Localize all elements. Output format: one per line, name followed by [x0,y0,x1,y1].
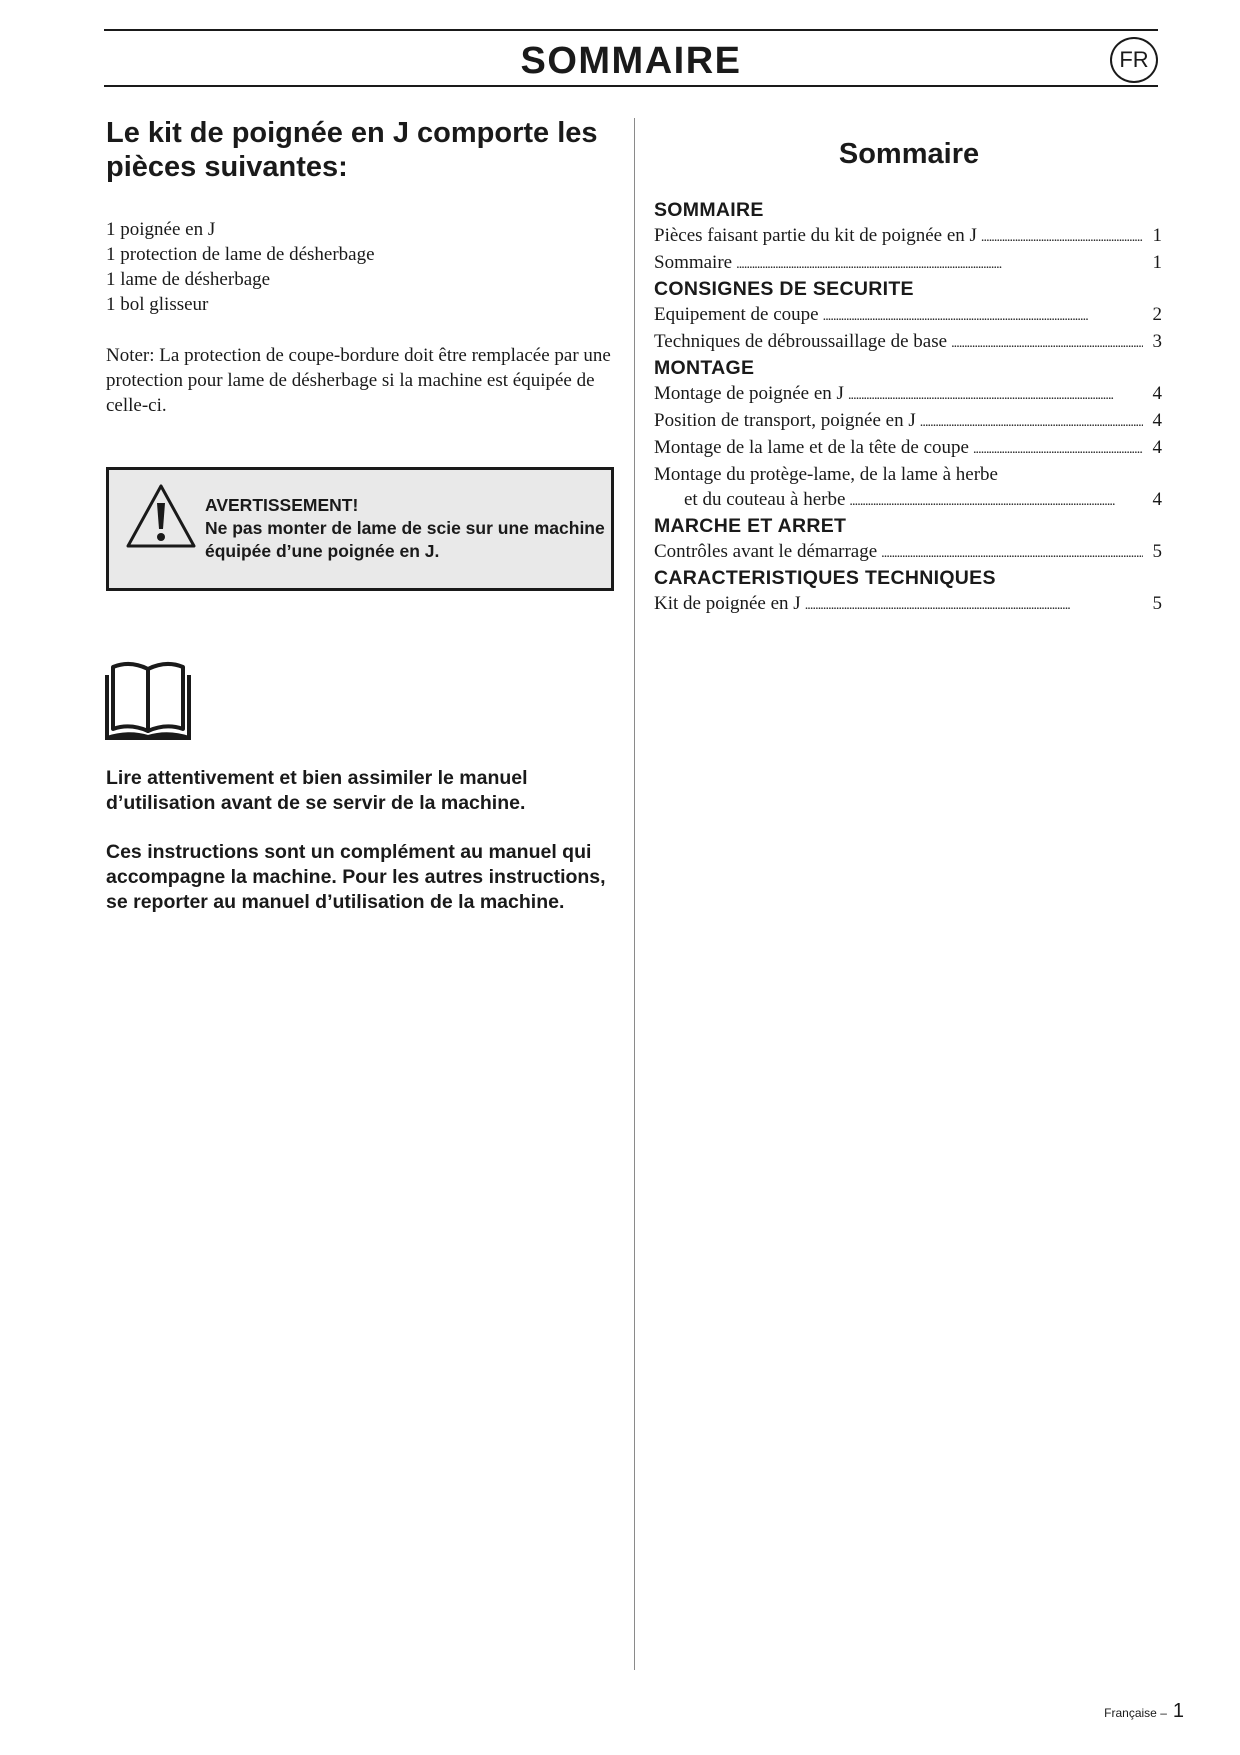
toc-page-number: 4 [1152,410,1162,431]
toc-title: Sommaire [838,138,980,170]
toc-entry-label: Contrôles avant le démarrage [654,541,878,562]
warning-box [106,467,614,591]
instruction-complement: Ces instructions sont un complément au manuel qui accompagne la machine. Pour les autres instructions, se reporter au manuel d’utilisation de la machine. [106,841,606,913]
list-item: 1 lame de désherbage [106,269,271,290]
toc-page-number: 1 [1152,225,1162,246]
page-title: SOMMAIRE [520,40,742,82]
header-rule-bottom [104,85,1158,87]
toc-entry-label[interactable]: Montage du protège-lame, de la lame à herbe [654,464,998,485]
toc-entry-label: Montage de poignée en J [654,383,844,404]
toc-entry-label: Montage de la lame et de la tête de coupe [654,437,969,458]
open-book-icon [104,657,192,741]
toc-leader [920,408,1143,435]
toc-section-heading: MARCHE ET ARRET [654,515,847,537]
toc-entry[interactable] [654,302,1162,329]
footer-language: Française – [1104,1706,1167,1720]
toc-leader [981,223,1143,250]
toc-entry[interactable] [654,223,1162,250]
toc-section-heading: MONTAGE [654,357,755,379]
toc-section-heading: CONSIGNES DE SECURITE [654,278,914,300]
toc-page-number: 2 [1152,304,1162,325]
table-of-contents [654,198,1162,618]
toc-page-number: 4 [1152,383,1162,404]
toc-entry[interactable] [654,539,1162,566]
toc-entry-continuation: et du couteau à herbe [684,489,846,510]
column-divider [634,118,635,1670]
toc-leader [823,302,1143,329]
toc-entry[interactable] [654,250,1162,277]
toc-page-number: 1 [1152,252,1162,273]
toc-leader [848,381,1143,408]
warning-text-block [205,494,605,563]
toc-leader [805,591,1143,618]
note-paragraph: Noter: La protection de coupe-bordure doit être remplacée par une protection pour lame de désherbage si la machine est équipée de celle-ci. [106,345,611,416]
toc-entry[interactable] [654,591,1162,618]
toc-entry-label: Pièces faisant partie du kit de poignée en J [654,225,977,246]
toc-leader [736,250,1142,277]
warning-title: AVERTISSEMENT! [205,495,359,515]
toc-leader [973,435,1143,462]
toc-entry[interactable] [654,487,1162,514]
toc-entry-label: Position de transport, poignée en J [654,410,916,431]
kit-heading: Le kit de poignée en J comporte les pièces suivantes: [106,117,598,183]
toc-leader [881,539,1142,566]
toc-entry-label: Kit de poignée en J [654,593,801,614]
toc-entry-label: Techniques de débroussaillage de base [654,331,948,352]
list-item: 1 protection de lame de désherbage [106,244,375,265]
warning-message: Ne pas monter de lame de scie sur une machine équipée d’une poignée en J. [205,518,605,561]
toc-entry[interactable] [654,408,1162,435]
toc-leader [951,329,1142,356]
warning-triangle-icon [125,483,197,549]
toc-entry-label: Sommaire [654,252,733,273]
toc-page-number: 3 [1152,331,1162,352]
language-badge: FR [1110,37,1158,83]
header-rule-top [104,29,1158,31]
toc-page-number: 4 [1152,437,1162,458]
list-item: 1 poignée en J [106,219,216,240]
toc-entry-label: Equipement de coupe [654,304,819,325]
page-footer [1104,1700,1184,1723]
toc-entry[interactable] [654,381,1162,408]
instruction-read-manual: Lire attentivement et bien assimiler le manuel d’utilisation avant de se servir de la machine. [106,767,528,814]
toc-entry[interactable] [654,329,1162,356]
toc-entry[interactable] [654,435,1162,462]
toc-page-number: 4 [1152,489,1162,510]
parts-list [106,217,626,317]
toc-page-number: 5 [1152,541,1162,562]
toc-page-number: 5 [1152,593,1162,614]
toc-section-heading: SOMMAIRE [654,199,764,221]
toc-leader [849,487,1142,514]
toc-section-heading: CARACTERISTIQUES TECHNIQUES [654,567,996,589]
list-item: 1 bol glisseur [106,294,209,315]
footer-page-number: 1 [1172,1700,1184,1722]
